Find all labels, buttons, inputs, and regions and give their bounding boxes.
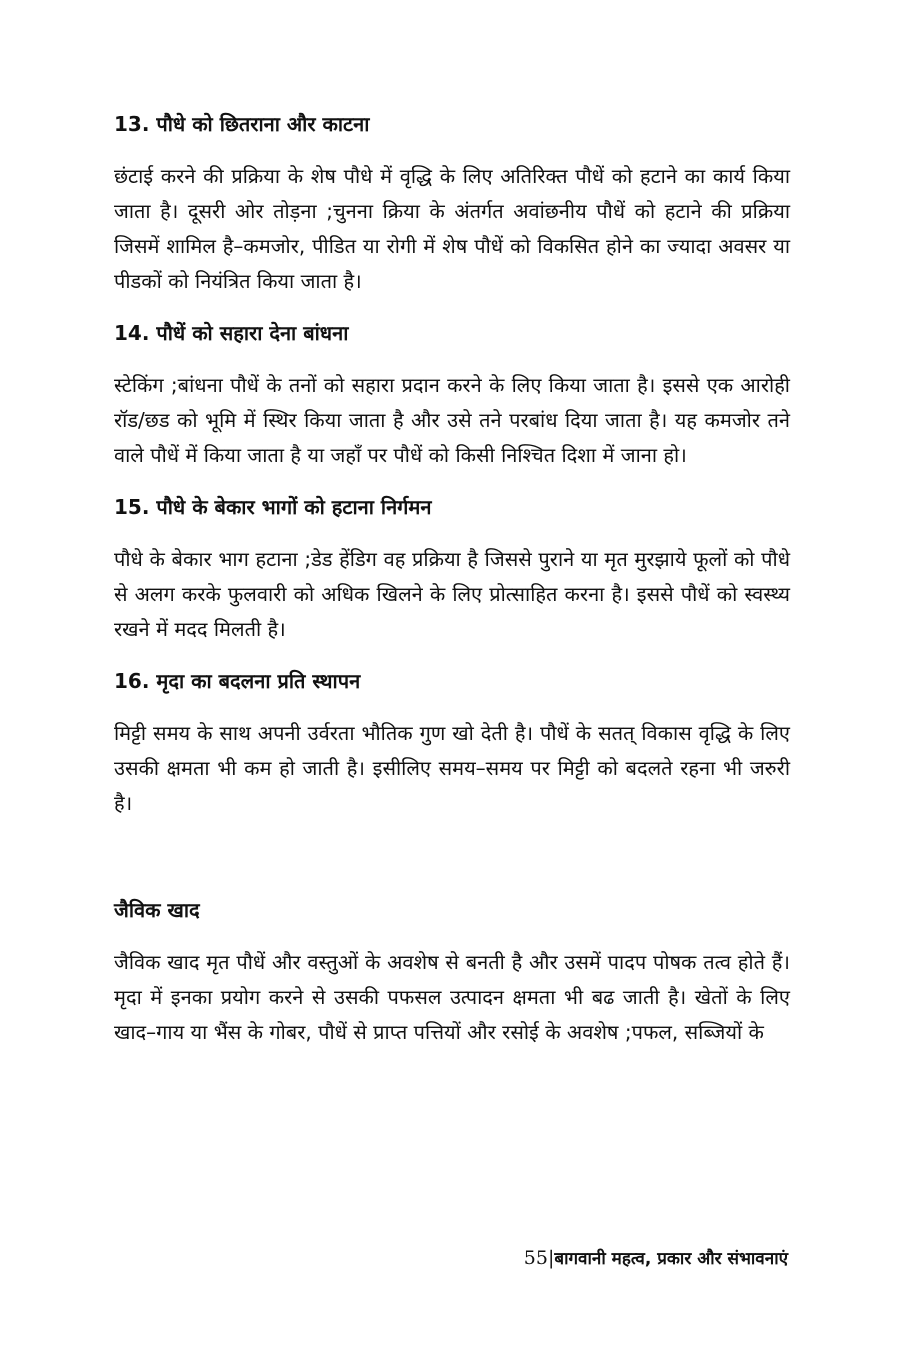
section-heading: 15. पौधे के बेकार भागों को हटाना निर्गमन <box>114 495 432 519</box>
section-spacer <box>114 839 790 894</box>
section-heading: 14. पौधें को सहारा देना बांधना <box>114 321 349 345</box>
section-heading: 13. पौधे को छितराना और काटना <box>114 112 370 136</box>
section-organic-manure <box>114 894 790 1050</box>
section-paragraph: पौधे के बेकार भाग हटाना ;डेड हेंडिग वह प्रक्रिया है जिससे पुराने या मृत मुरझाये फूलों को पौधे से अलग करके फुलवारी को अधिक खिलने के लिए प्रोत्साहित करना है। इससे पौधें को स्वस्थ्य रखने में मदद मिलती है। <box>114 547 790 641</box>
section-14 <box>114 317 790 473</box>
section-15 <box>114 491 790 647</box>
page-content <box>114 108 790 1068</box>
section-paragraph: छंटाई करने की प्रक्रिया के शेष पौधे में वृद्धि के लिए अतिरिक्त पौधें को हटाने का कार्य किया जाता है। दूसरी ओर तोड़ना ;चुनना क्रिया के अंतर्गत अवांछनीय पौधें को हटाने की प्रक्रिया जिसमें शामिल है–कमजोर, पीडित या रोगी में शेष पौधें को विकसित होने का ज्यादा अवसर या पीडकों को नियंत्रित किया जाता है। <box>114 164 790 293</box>
section-heading: जैविक खाद <box>114 898 200 922</box>
book-title: बागवानी महत्व, प्रकार और संभावनाएं <box>554 1249 788 1269</box>
page-footer <box>524 1244 788 1273</box>
section-13 <box>114 108 790 299</box>
section-paragraph: स्टेकिंग ;बांधना पौधें के तनों को सहारा प्रदान करने के लिए किया जाता है। इससे एक आरोही रॉड/छड को भूमि में स्थिर किया जाता है और उसे तने परबांध दिया जाता है। यह कमजोर तने वाले पौधें में किया जाता है या जहाँ पर पौधें को किसी निश्चित दिशा में जाना हो। <box>114 373 790 467</box>
page-number: 55| <box>523 1247 555 1269</box>
section-paragraph: जैविक खाद मृत पौधें और वस्तुओं के अवशेष से बनती है और उसमें पादप पोषक तत्व होते हैं। मृदा में इनका प्रयोग करने से उसकी पफसल उत्पादन क्षमता भी बढ जाती है। खेतों के लिए खाद–गाय या भैंस के गोबर, पौधें से प्राप्त पत्तियों और रसोई के अवशेष ;पफल, सब्जियों के <box>114 950 790 1044</box>
section-16 <box>114 665 790 821</box>
section-heading: 16. मृदा का बदलना प्रति स्थापन <box>114 669 361 693</box>
section-paragraph: मिट्टी समय के साथ अपनी उर्वरता भौतिक गुण खो देती है। पौधें के सतत् विकास वृद्धि के लिए उसकी क्षमता भी कम हो जाती है। इसीलिए समय–समय पर मिट्टी को बदलते रहना भी जरुरी है। <box>114 721 790 815</box>
